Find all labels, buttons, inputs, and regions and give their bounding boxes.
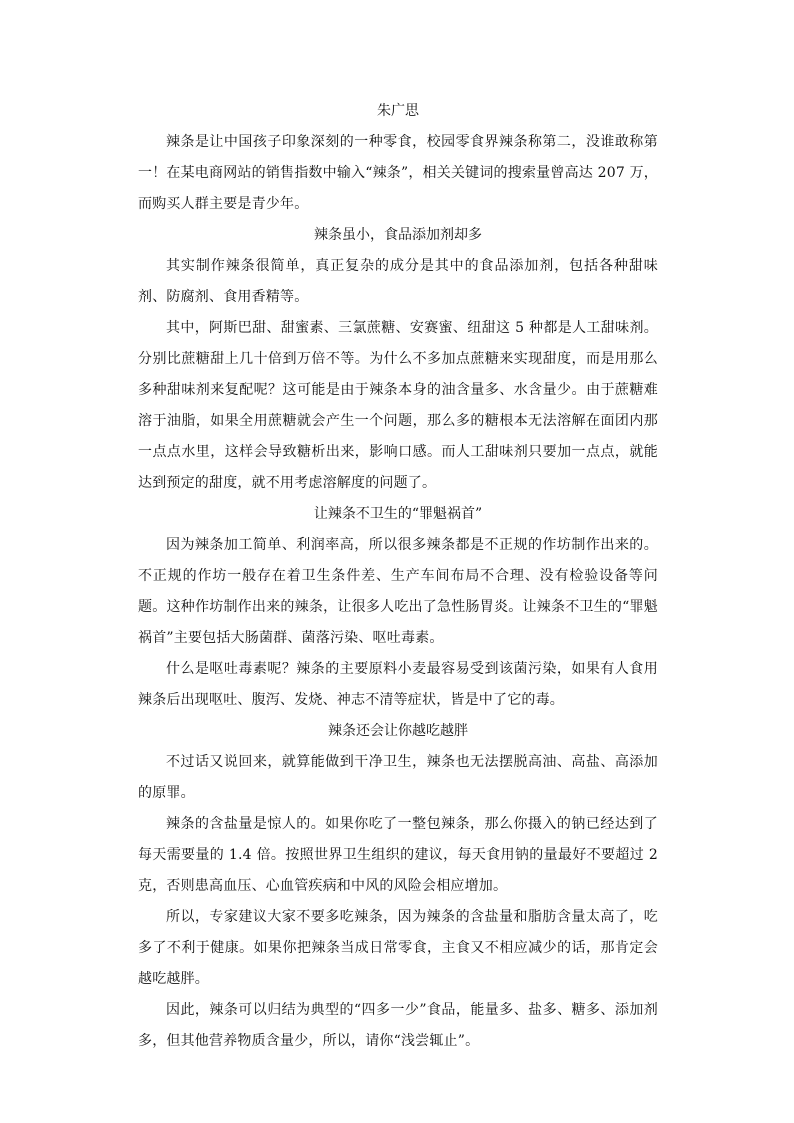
paragraph-weight-1: 不过话又说回来，就算能做到干净卫生，辣条也无法摆脱高油、高盐、高添加的原罪。 bbox=[138, 754, 658, 801]
paragraph-weight-2: 辣条的含盐量是惊人的。如果你吃了一整包辣条，那么你摄入的钠已经达到了每天需要量的 1.4 倍。按照世界卫生组织的建议，每天食用钠的量最好不要超过 2 克，否则患高血压、心血管疾病和中风的风险会相应增加。 bbox=[138, 816, 658, 894]
paragraph-additives-1: 其实制作辣条很简单，真正复杂的成分是其中的食品添加剂，包括各种甜味剂、防腐剂、食用香精等。 bbox=[138, 258, 658, 305]
paragraph-hygiene-1: 因为辣条加工简单、利润率高，所以很多辣条都是不正规的作坊制作出来的。不正规的作坊一般存在着卫生条件差、生产车间布局不合理、没有检验设备等问题。这种作坊制作出来的辣条，让很多人吃出了急性肠胃炎。让辣条不卫生的“罪魁祸首”主要包括大肠菌群、菌落污染、呕吐毒素。 bbox=[138, 537, 658, 646]
author-name: 朱广思 bbox=[377, 103, 419, 119]
section-heading-weight: 辣条还会让你越吃越胖 bbox=[328, 723, 468, 739]
document-page bbox=[138, 96, 658, 1057]
paragraph-weight-4: 因此，辣条可以归结为典型的“四多一少”食品，能量多、盐多、糖多、添加剂多，但其他营养物质含量少，所以，请你“浅尝辄止”。 bbox=[138, 1002, 658, 1049]
paragraph-weight-3: 所以，专家建议大家不要多吃辣条，因为辣条的含盐量和脂肪含量太高了，吃多了不利于健康。如果你把辣条当成日常零食，主食又不相应减少的话，那肯定会越吃越胖。 bbox=[138, 909, 658, 987]
paragraph-hygiene-2: 什么是呕吐毒素呢？辣条的主要原料小麦最容易受到该菌污染，如果有人食用辣条后出现呕吐、腹泻、发烧、神志不清等症状，皆是中了它的毒。 bbox=[138, 661, 658, 708]
section-heading-hygiene: 让辣条不卫生的“罪魁祸首” bbox=[313, 506, 483, 522]
section-heading-additives: 辣条虽小，食品添加剂却多 bbox=[314, 227, 482, 243]
paragraph-additives-2: 其中，阿斯巴甜、甜蜜素、三氯蔗糖、安赛蜜、纽甜这 5 种都是人工甜味剂。分别比蔗糖甜上几十倍到万倍不等。为什么不多加点蔗糖来实现甜度，而是用那么多种甜味剂来复配呢？这可能是由于辣条本身的油含量多、水含量少。由于蔗糖难溶于油脂，如果全用蔗糖就会产生一个问题，那么多的糖根本无法溶解在面团内那一点点水里，这样会导致糖析出来，影响口感。而人工甜味剂只要加一点点，就能达到预定的甜度，就不用考虑溶解度的问题了。 bbox=[138, 320, 658, 491]
intro-paragraph: 辣条是让中国孩子印象深刻的一种零食，校园零食界辣条称第二，没谁敢称第一！在某电商网站的销售指数中输入“辣条”，相关关键词的搜索量曾高达 207 万，而购买人群主要是青少年。 bbox=[138, 134, 658, 212]
